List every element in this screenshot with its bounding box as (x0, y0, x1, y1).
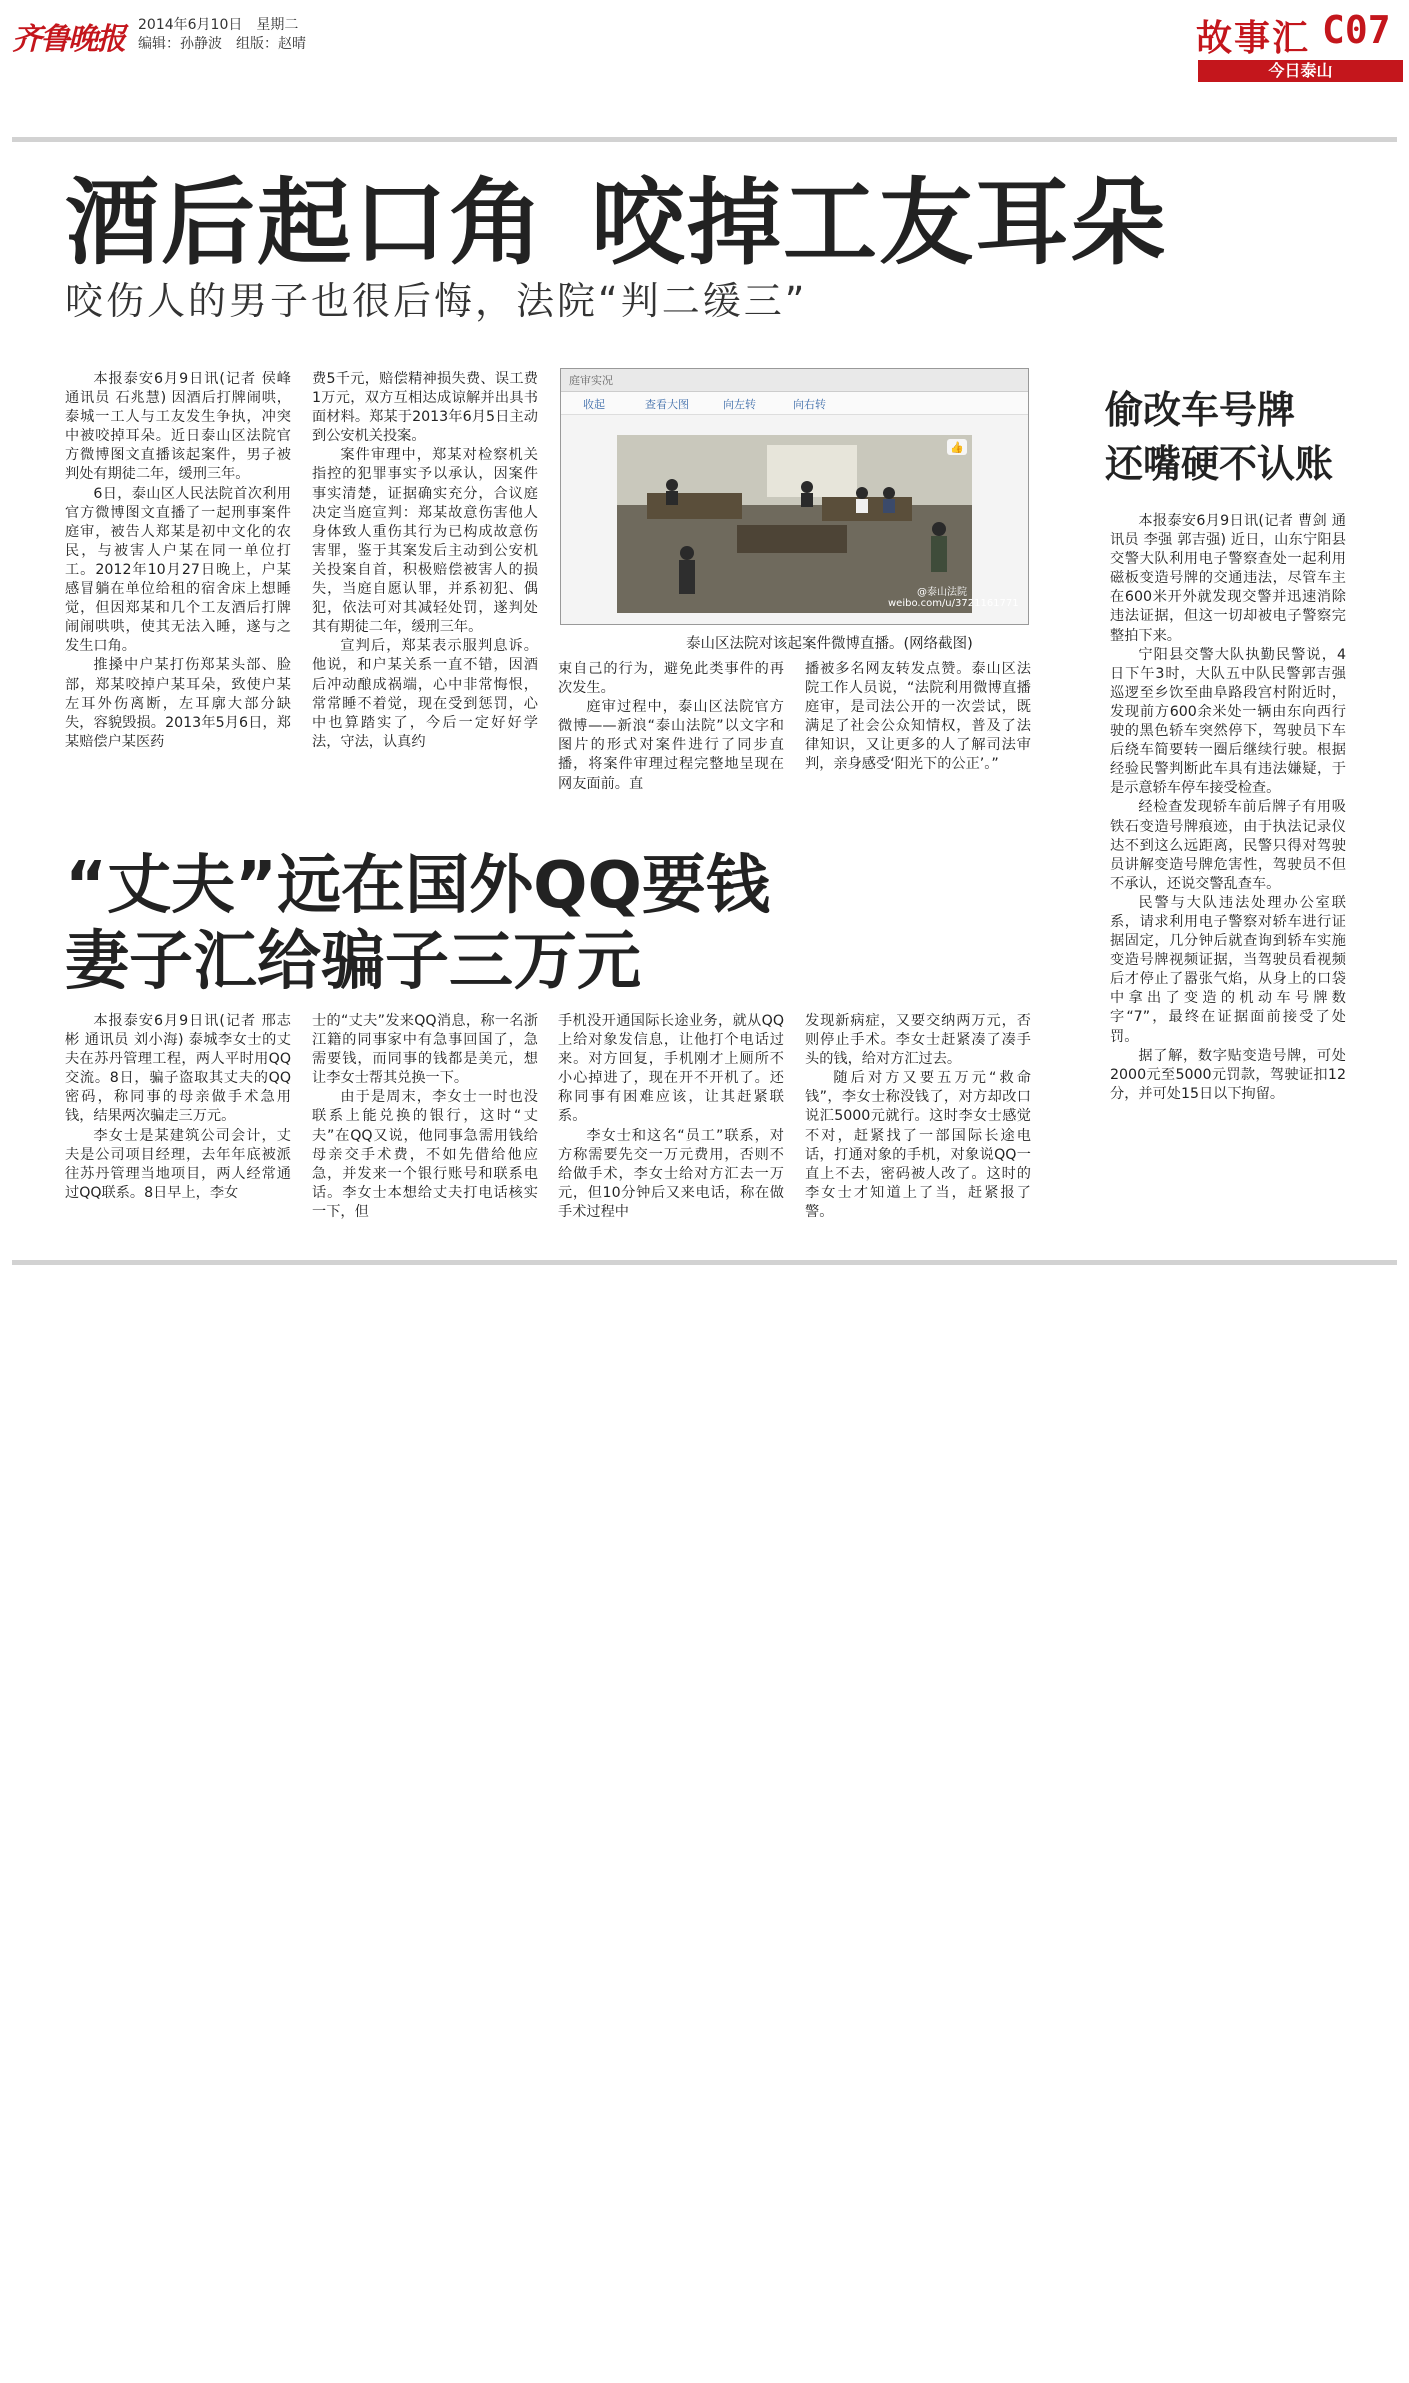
view-large-link: 查看大图 (645, 398, 689, 411)
rotate-right-link: 向右转 (793, 398, 826, 411)
page-number: C07 (1322, 8, 1391, 52)
story2-column-2 (312, 1012, 538, 1252)
story3-paragraph: 据了解，数字贴变造号牌，可处2000元至5000元罚款，驾驶证扣12分，并可处15日以下拘留。 (1110, 1047, 1346, 1102)
collapse-link: 收起 (583, 398, 605, 411)
top-divider (12, 137, 1397, 142)
story2-c4-paragraph: 随后对方又要五万元“救命钱”，李女士称没钱了，对方却改口说汇5000元就行。这时李女士感觉不对，赶紧找了一部国际长途电话，打通对象的手机，对象说QQ一直上不去，密码被人改了。这时的李女士才知道上了当，赶紧报了警。 (805, 1070, 1031, 1220)
bottom-divider (12, 1260, 1397, 1265)
photo-window-title: 庭审实况 (569, 374, 613, 387)
photo-caption: 泰山区法院对该起案件微博直播。(网络截图) (686, 636, 973, 652)
story3-paragraph: 民警与大队违法处理办公室联系，请求利用电子警察对轿车进行证据固定，几分钟后就查询到轿车实施变造号牌视频证据，当驾驶员看视频后才停止了嚣张气焰，从身上的口袋中拿出了变造的机动车号牌数字“7”，最终在证据面前接受了处罚。 (1110, 894, 1346, 1045)
story2-headline (65, 848, 770, 1000)
story1-c1-paragraph: 6日，泰山区人民法院首次利用官方微博图文直播了一起刑事案件庭审，被告人郑某是初中文化的农民，与被害人户某在同一单位打工。2012年10月27日晚上，户某感冒躺在单位给租的宿舍床上想睡觉，但因郑某和几个工友酒后打牌闹闹哄哄，使其无法入睡，遂与之发生口角。 (65, 485, 291, 655)
story2-column-1 (65, 1012, 291, 1252)
photo-watermark: @泰山法院 (917, 587, 967, 598)
issue-date: 2014年6月10日 (138, 17, 243, 33)
story3-paragraph: 宁阳县交警大队执勤民警说，4日下午3时，大队五中队民警郭吉强巡逻至乡饮至曲阜路段宫村附近时，发现前方600余米处一辆由东向西行驶的黑色轿车突然停下，驾驶员下车后绕车简要转一圈后继续行驶。根据经验民警判断此车具有违法嫌疑，于是示意轿车停车接受检查。 (1110, 646, 1346, 797)
story2-column-4 (805, 1012, 1031, 1252)
story1-subheadline: 咬伤人的男子也很后悔，法院“判二缓三” (65, 279, 808, 323)
layout-credit: 组版：赵晴 (236, 36, 306, 52)
story2-headline-line-1: “丈夫”远在国外QQ要钱 (65, 849, 770, 923)
story2-c2-paragraph: 士的“丈夫”发来QQ消息，称一名浙江籍的同事家中有急事回国了，急需要钱，而同事的钱都是美元，想让李女士帮其兑换一下。 (312, 1013, 538, 1087)
masthead-logo (12, 14, 124, 57)
svg-text:👍: 👍 (950, 441, 964, 454)
story2-c4-paragraph: 发现新病症，又要交纳两万元，否则停止手术。李女士赶紧凑了凑手头的钱，给对方汇过去。 (805, 1013, 1031, 1068)
story3-headline (1105, 383, 1333, 491)
story3-headline-line-2: 还嘴硬不认账 (1105, 442, 1334, 486)
rotate-left-link: 向左转 (723, 398, 756, 411)
story1-c1-paragraph: 本报泰安6月9日讯(记者 侯峰 通讯员 石兆慧) 因酒后打牌闹哄，泰城一工人与工友发生争执，冲突中被咬掉耳朵。近日泰山区法院官方微博图文直播该起案件，男子被判处有期徒二年，缓刑三年。 (65, 371, 291, 483)
masthead-text: 齐鲁晚报 (12, 22, 124, 57)
story3-paragraph: 经检查发现轿车前后牌子有用吸铁石变造号牌痕迹，由于执法记录仪达不到这么远距离，民警只得对驾驶员讲解变造号牌危害性，驾驶员不但不承认，还说交警乱查车。 (1110, 799, 1346, 892)
issue-weekday: 星期二 (256, 17, 299, 33)
story1-column-4 (805, 660, 1031, 810)
story3-headline-line-1: 偷改车号牌 (1105, 388, 1296, 432)
story1-c2-paragraph: 案件审理中，郑某对检察机关指控的犯罪事实予以承认，因案件事实清楚，证据确实充分，合议庭决定当庭宣判：郑某故意伤害他人身体致人重伤其行为已构成故意伤害罪，鉴于其案发后主动到公安机关投案自首，积极赔偿被害人的损失，当庭自愿认罪，并系初犯、偶犯，依法可对其减轻处罚，遂判处其有期徒二年，缓刑三年。 (312, 447, 538, 636)
story1-column-3 (558, 660, 784, 810)
story1-c4-paragraph: 播被多名网友转发点赞。泰山区法院工作人员说，“法院利用微博直播庭审，是司法公开的一次尝试，既满足了社会公众知情权，普及了法律知识，又让更多的人了解司法审判，亲身感受‘阳光下的公正’。” (805, 661, 1031, 773)
story1-headline (65, 170, 1167, 278)
story2-c3-paragraph: 李女士和这名“员工”联系，对方称需要先交一万元费用，否则不给做手术，李女士给对方汇去一万元，但10分钟后又来电话，称在做手术过程中 (558, 1127, 784, 1220)
issue-info (138, 16, 320, 54)
story1-c3-paragraph: 庭审过程中，泰山区法院官方微博——新浪“泰山法院”以文字和图片的形式对案件进行了同步直播，将案件审理过程完整地呈现在网友面前。直 (558, 699, 784, 792)
story2-column-3 (558, 1012, 784, 1252)
story2-c2-paragraph: 由于是周末，李女士一时也没联系上能兑换的银行，这时“丈夫”在QQ又说，他同事急需用钱给母亲交手术费，不如先借给他应急，并发来一个银行账号和联系电话。李女士本想给丈夫打电话核实一下，但 (312, 1089, 538, 1220)
story3-paragraph: 本报泰安6月9日讯(记者 曹剑 通讯员 李强 郭吉强) 近日，山东宁阳县交警大队利用电子警察查处一起利用磁板变造号牌的交通违法，尽管车主在600米开外就发现交警并迅速消除违法证据，但这一切却被电子警察完整拍下来。 (1110, 513, 1346, 644)
story1-headline-part-b: 咬掉工友耳朵 (591, 169, 1168, 278)
story1-headline-part-a: 酒后起口角 (65, 169, 546, 278)
story1-c2-paragraph: 宣判后，郑某表示服判息诉。他说，和户某关系一直不错，因酒后冲动酿成祸端，心中非常悔恨，常常睡不着觉，现在受到惩罚，心中也算踏实了，今后一定好好学法，守法，认真约 (312, 638, 538, 750)
story1-c3-paragraph: 束自己的行为，避免此类事件的再次发生。 (558, 661, 784, 697)
story2-c1-paragraph: 本报泰安6月9日讯(记者 邢志彬 通讯员 刘小海) 泰城李女士的丈夫在苏丹管理工程，两人平时用QQ交流。8日，骗子盗取其丈夫的QQ密码，称同事的母亲做手术急用钱，结果两次骗走三万元。 (65, 1013, 291, 1125)
editor-credit: 编辑：孙静波 (138, 36, 222, 52)
photo-window-bar (561, 369, 1028, 392)
subsection-banner: 今日泰山 (1198, 60, 1403, 82)
story1-column-1 (65, 370, 291, 810)
story1-column-2 (312, 370, 538, 810)
story2-c3-paragraph: 手机没开通国际长途业务，就从QQ上给对象发信息，让他打个电话过来。对方回复，手机刚才上厕所不小心掉进了，现在开不开机了。还称同事有困难应该，让其赶紧联系。 (558, 1013, 784, 1125)
story1-c2-paragraph: 费5千元，赔偿精神损失费、误工费1万元，双方互相达成谅解并出具书面材料。郑某于2013年6月5日主动到公安机关投案。 (312, 371, 538, 445)
section-title: 故事汇 (1196, 18, 1311, 59)
photo-watermark-url: weibo.com/u/3721161771 (888, 598, 1019, 609)
story1-c1-paragraph: 推搡中户某打伤郑某头部、脸部，郑某咬掉户某耳朵，致使户某左耳外伤离断，左耳廓大部分缺失，容貌毁损。2013年5月6日，郑某赔偿户某医药 (65, 657, 291, 750)
weibo-screenshot-photo (560, 368, 1029, 625)
story2-headline-line-2: 妻子汇给骗子三万元 (65, 925, 641, 999)
story2-c1-paragraph: 李女士是某建筑公司会计，丈夫是公司项目经理，去年年底被派往苏丹管理当地项目，两人经常通过QQ联系。8日早上，李女 (65, 1127, 291, 1201)
story3-column (1110, 512, 1346, 1257)
photo-toolbar (561, 392, 1028, 415)
